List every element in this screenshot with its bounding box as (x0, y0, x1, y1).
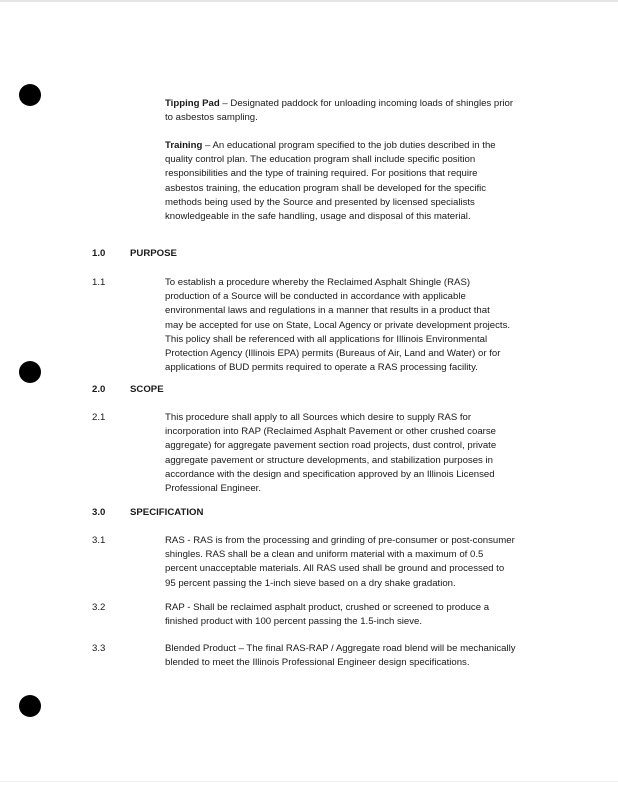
item-paragraph (165, 276, 510, 375)
section-title: SPECIFICATION (130, 507, 204, 518)
punch-hole (19, 361, 41, 383)
item-paragraph (165, 411, 496, 496)
text-line: RAS - RAS is from the processing and grinding of pre-consumer or post-consumer (165, 535, 515, 546)
text-line: aggregate pavement or structure developments, and stabilization purposes in (165, 454, 493, 466)
text-line: This procedure shall apply to all Sources which desire to supply RAS for (165, 412, 472, 423)
text-line: To establish a procedure whereby the Reclaimed Asphalt Shingle (RAS) (165, 277, 471, 288)
punch-hole (19, 84, 41, 106)
section-number: 1.0 (92, 248, 106, 259)
definition-text: methods being used by the Source and presented by licensed specialists (165, 196, 475, 208)
definition-text: – Designated paddock for unloading incoming loads of shingles prior (219, 98, 514, 109)
text-line: Professional Engineer. (165, 483, 261, 495)
item-paragraph (165, 534, 515, 591)
text-line: RAP - Shall be reclaimed asphalt product, crushed or screened to produce a (165, 602, 490, 613)
text-line: blended to meet the Illinois Professional Engineer design specifications. (165, 657, 470, 669)
section-number: 2.0 (92, 384, 106, 395)
text-line: may be accepted for use on State, Local Agency or private development projects. (165, 319, 511, 331)
text-line (165, 97, 513, 111)
definition-text: to asbestos sampling. (165, 112, 258, 124)
definition-paragraph (165, 97, 513, 125)
item-paragraph (165, 642, 516, 670)
text-line: finished product with 100 percent passing the 1.5-inch sieve. (165, 616, 423, 628)
text-line: environmental laws and regulations in a manner that results in a product that (165, 305, 490, 317)
item-number: 1.1 (92, 277, 106, 288)
text-line: Protection Agency (Illinois EPA) permits (Bureaus of Air, Land and Water) or for (165, 348, 501, 360)
scan-edge (0, 0, 618, 2)
text-line: 95 percent passing the 1-inch sieve based on a dry shake gradation. (165, 577, 456, 589)
text-line: accordance with the design and specification approved by an Illinois Licensed (165, 468, 495, 480)
text-line: shingles. RAS shall be a clean and uniform material with a maximum of 0.5 (165, 549, 484, 561)
item-number: 3.1 (92, 535, 106, 546)
definition-term: Training (165, 140, 203, 151)
text-line (165, 210, 496, 224)
text-line (165, 139, 496, 153)
scan-edge (0, 781, 618, 782)
definition-term: Tipping Pad (165, 98, 220, 109)
text-line (165, 167, 496, 181)
text-line (165, 182, 496, 196)
text-line: Blended Product – The final RAS-RAP / Aggregate road blend will be mechanically (165, 643, 516, 654)
item-number: 2.1 (92, 412, 106, 423)
section-title: PURPOSE (130, 248, 177, 259)
definition-text: quality control plan. The education program shall include specific position (165, 154, 476, 166)
definition-text: – An educational program specified to the job duties described in the (202, 140, 496, 151)
section-title: SCOPE (130, 384, 164, 395)
definition-text: responsibilities and the type of training required. For positions that require (165, 168, 478, 180)
definition-paragraph (165, 139, 496, 224)
text-line: percent unacceptable materials. All RAS used shall be ground and processed to (165, 563, 505, 575)
text-line: production of a Source will be conducted in accordance with applicable (165, 291, 466, 303)
text-line (165, 153, 496, 167)
text-line: incorporation into RAP (Reclaimed Asphalt Pavement or other crushed coarse (165, 426, 496, 438)
text-line (165, 111, 513, 125)
text-line: aggregate) for aggregate pavement section road projects, dust control, private (165, 440, 497, 452)
punch-hole (19, 695, 41, 717)
section-number: 3.0 (92, 507, 106, 518)
item-paragraph (165, 601, 489, 629)
text-line (165, 196, 496, 210)
text-line: applications of BUD permits required to operate a RAS processing facility. (165, 362, 478, 374)
item-number: 3.2 (92, 602, 106, 613)
item-number: 3.3 (92, 643, 106, 654)
text-line: This policy shall be referenced with all applications for Illinois Environmental (165, 333, 488, 345)
definition-text: knowledgeable in the safe handling, usage and disposal of this material. (165, 211, 471, 223)
definition-text: asbestos training, the education program shall be developed for the specific (165, 182, 487, 194)
